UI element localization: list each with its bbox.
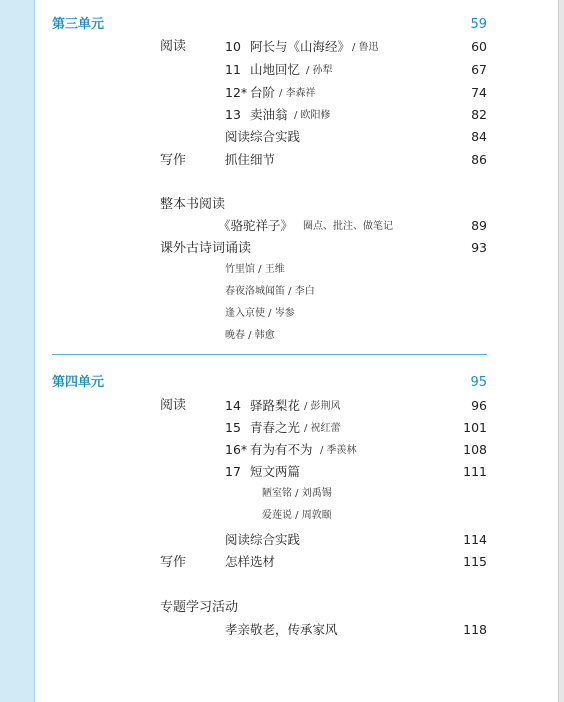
lesson-number: 15 [225,420,241,435]
lesson-number: 13 [225,107,241,122]
section-divider [52,354,487,355]
unit3-reading-label: 阅读 [160,39,187,54]
lesson-page: 74 [471,85,487,100]
lesson-number: 12* [225,85,248,100]
unit4-writing-label: 写作 [160,555,187,570]
practice-title: 阅读综合实践 [225,129,301,144]
lesson-title: 卖油翁 [250,107,288,122]
lesson-title: 短文两篇 [250,464,301,479]
lesson-title: 青春之光 [250,420,301,435]
lesson-page: 101 [463,420,487,435]
whole-book-label: 整本书阅读 [160,197,226,212]
lesson-title: 山地回忆 [250,62,301,77]
writing-title: 抓住细节 [225,152,276,167]
unit4-reading-label: 阅读 [160,398,187,413]
left-color-band [0,0,35,702]
whole-book-page: 89 [471,218,487,233]
lesson-page: 67 [471,62,487,77]
practice-title: 阅读综合实践 [225,532,301,547]
lesson-number: 16* [225,442,248,457]
poem-item[interactable]: 竹里馆 / 王维 [225,264,285,275]
lesson-author: / 欧阳修 [294,110,331,121]
lesson-author: / 孙犁 [306,65,333,76]
whole-book-title: 《骆驼祥子》 [218,218,294,233]
lesson-title: 驿路梨花 [250,398,301,413]
lesson-page: 60 [471,39,487,54]
short-text-item[interactable]: 爱莲说 / 周敦颐 [262,510,332,521]
lesson-author: / 季羡林 [320,445,357,456]
lesson-author: / 祝红蕾 [304,423,341,434]
lesson-number: 14 [225,398,241,413]
poem-item[interactable]: 春夜洛城闻笛 / 李白 [225,286,315,297]
practice-page: 114 [463,532,487,547]
lesson-number: 10 [225,39,241,54]
lesson-title: 有为有不为 [250,442,313,457]
unit3-title: 第三单元 [52,17,105,32]
poems-label: 课外古诗词诵读 [160,241,252,256]
lesson-title: 台阶 [250,85,276,100]
lesson-author: / 李森祥 [279,88,316,99]
page-edge [558,0,564,702]
lesson-page: 82 [471,107,487,122]
lesson-page: 108 [463,442,487,457]
writing-page: 115 [463,554,487,569]
activity-title: 孝亲敬老，传承家风 [225,622,338,637]
unit3-writing-label: 写作 [160,153,187,168]
lesson-title: 阿长与《山海经》 [250,39,351,54]
lesson-number: 11 [225,62,241,77]
lesson-page: 111 [463,464,487,479]
short-text-item[interactable]: 陋室铭 / 刘禹锡 [262,488,332,499]
practice-page: 84 [471,129,487,144]
unit3-page: 59 [470,17,487,32]
writing-title: 怎样选材 [225,554,276,569]
whole-book-note: 圈点、批注、做笔记 [303,221,393,232]
unit4-title: 第四单元 [52,375,105,390]
activity-label: 专题学习活动 [160,600,239,615]
unit4-page: 95 [470,375,487,390]
lesson-author: / 鲁迅 [352,42,379,53]
writing-page: 86 [471,152,487,167]
lesson-number: 17 [225,464,241,479]
poems-page: 93 [471,240,487,255]
poem-item[interactable]: 逢入京使 / 岑参 [225,308,295,319]
activity-page: 118 [463,622,487,637]
poem-item[interactable]: 晚春 / 韩愈 [225,330,275,341]
lesson-author: / 彭荆风 [304,401,341,412]
lesson-page: 96 [471,398,487,413]
